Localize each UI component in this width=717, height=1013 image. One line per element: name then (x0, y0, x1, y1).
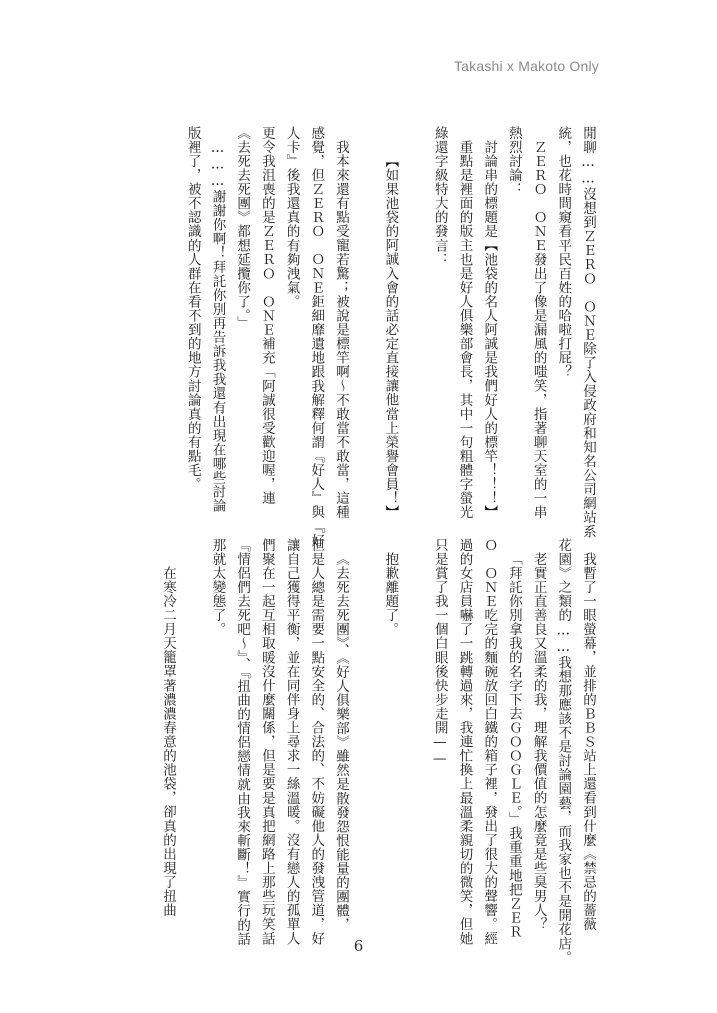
text-line (353, 126, 378, 504)
text-line: 在寒冷二月天籠罩著濃濃春意的池袋，卻真的出現了扭曲 (160, 566, 177, 918)
text-line: ＺＥＲＯ ＯＮＥ發出了像是漏風的嗤笑，指著聊天室的一串 (530, 140, 547, 520)
text-line (402, 126, 427, 504)
text-line: 綠還字級特大的發言： (431, 126, 448, 267)
text-line (402, 538, 427, 916)
text-line: 抱歉離題了。 (382, 552, 399, 637)
text-line: 《去死去死團》都想延攬你了。」 (234, 126, 251, 330)
text-line: 重點是裡面的版主也是好人俱樂部會長，其中一句粗體字螢光 (456, 140, 473, 520)
text-line: 們聚在一起互相取暖沒什麼關係，但是要是真把網路上那些玩笑話 (258, 538, 275, 946)
text-line: 但是人總是需要一點安全的、合法的、不妨礙他人的發洩管道，好 (308, 538, 325, 946)
text-line: 只是賞了我一個白眼後快步走開—— (431, 538, 448, 768)
text-line: 『情侶們去死吧～』、『扭曲的情侶戀情就由我來斬斷！』實行的話 (234, 538, 251, 946)
text-line: 老實正直善良又溫柔的我，理解我價值的怎麼竟是些臭男人？ (530, 552, 547, 932)
text-line: 讓自己獲得平衡，並在同伴身上尋求一絲溫暖。沒有戀人的孤單人 (283, 538, 300, 946)
text-line: 討論串的標題是【池袋的名人阿誠是我們好人的標竿！！！】 (481, 140, 498, 520)
text-line: 花園》之類的……我想那應該不是討論園藝，而我家也不是開花店。 (555, 538, 572, 965)
text-line: 閒聊……沒想到ＺＥＲＯ ＯＮＥ除了入侵政府和知名公司網站系 (580, 126, 596, 539)
text-line: 「拜託你別拿我的名字下去ＧＯＯＧＬＥ。」我重重地把ＺＥＲ (505, 552, 522, 939)
bottom-text-block (118, 538, 600, 965)
text-line: 我本來還有點受寵若驚；被說是標竿啊～不敢當不敢當，這種 (332, 140, 349, 520)
text-line: Ｏ ＯＮＥ吃完的麵碗放回白鐵的箱子裡，發出了很大的聲響。經 (481, 538, 498, 946)
text-line: 統，也花時間窺看平民百姓的哈啦打屁？ (555, 126, 572, 379)
text-line (353, 538, 378, 916)
text-line: 過的女店員嚇了一跳轉過來，我連忙換上最溫柔親切的微笑，但她 (456, 538, 473, 946)
text-line: 感覺，但ＺＥＲＯ ＯＮＥ鉅細靡遺地跟我解釋何謂『好人』與『好 (308, 126, 325, 548)
text-line: ………謝謝你啊！拜託你別再告訴我我還有出現在哪些討論 (209, 140, 226, 513)
text-line: 更令我沮喪的是ＺＥＲＯ ＯＮＥ補充「阿誠很受歡迎喔，連 (258, 126, 275, 506)
text-line: 《去死去死團》、《好人俱樂部》雖然是散發怨恨能量的團體， (332, 552, 349, 933)
text-line: 【如果池袋的阿誠入會的話必定直接讓他當上榮譽會員！】 (382, 154, 399, 520)
top-text-block (118, 126, 600, 548)
text-line: 熱烈討論： (505, 126, 522, 197)
text-line (180, 538, 205, 916)
text-line: 人卡』後我還真的有夠洩氣。 (283, 126, 300, 309)
text-line: 我暫了一眼螢幕，並排的ＢＢＳ站上還看到什麼《禁忌的薔薇 (580, 552, 596, 932)
page-number: 6 (353, 937, 364, 955)
text-line: 版裡了，被不認識的人群在看不到的地方討論真的有點毛。 (184, 126, 201, 492)
running-header: Takashi x Makoto Only (453, 58, 599, 74)
text-line: 那就太變態了。 (209, 538, 226, 637)
